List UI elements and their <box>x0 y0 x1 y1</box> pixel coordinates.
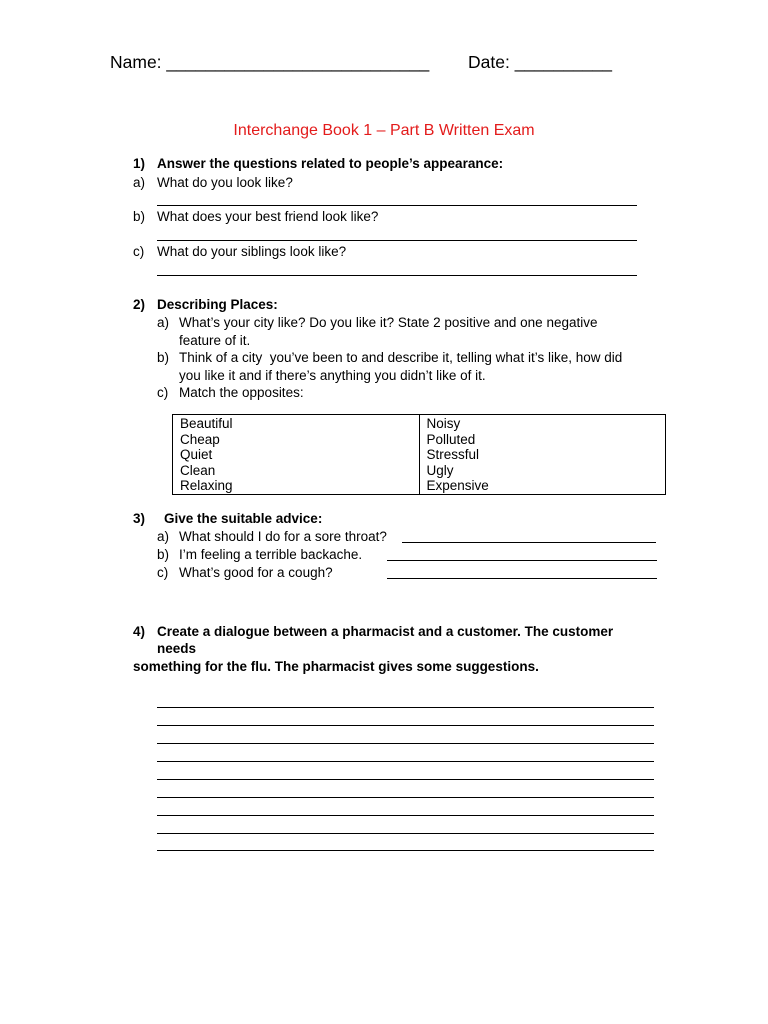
match-left-word: Cheap <box>180 431 220 447</box>
match-right-word: Expensive <box>426 478 489 493</box>
match-left-word: Clean <box>180 462 216 478</box>
section-3-item-b-question: I’m feeling a terrible backache. <box>179 547 363 562</box>
section-1-item-c-marker: c) <box>133 244 145 259</box>
dialogue-line[interactable] <box>157 779 654 780</box>
section-2-item-a-question-cont: feature of it. <box>179 333 251 348</box>
match-right-column <box>419 415 666 495</box>
match-right-word: Polluted <box>426 431 476 447</box>
answer-line[interactable] <box>387 578 657 579</box>
answer-line[interactable] <box>157 275 637 276</box>
match-right-word: Noisy <box>426 416 461 431</box>
section-2-item-c-instruction: Match the opposites: <box>179 385 304 400</box>
section-3-number: 3) <box>133 511 146 526</box>
section-3-item-a-marker: a) <box>157 529 170 544</box>
date-field-label: Date: __________ <box>468 52 613 72</box>
answer-line[interactable] <box>387 560 657 561</box>
section-1-item-a-question: What do you look like? <box>157 175 293 190</box>
section-2-item-a-marker: a) <box>157 315 170 330</box>
section-4-prompt-line-3: something for the flu. The pharmacist gives some suggestions. <box>133 659 539 674</box>
answer-line[interactable] <box>402 542 656 543</box>
match-left-word: Quiet <box>180 447 213 462</box>
section-2-number: 2) <box>133 297 146 312</box>
section-4-number: 4) <box>133 624 146 639</box>
name-field-label: Name: ___________________________ <box>110 52 430 72</box>
section-3-item-a-question: What should I do for a sore throat? <box>179 529 387 544</box>
match-right-word: Ugly <box>426 462 454 478</box>
match-left-word: Relaxing <box>180 478 233 493</box>
answer-line[interactable] <box>157 205 637 206</box>
section-1-item-b-question: What does your best friend look like? <box>157 209 379 224</box>
section-2-item-c-marker: c) <box>157 385 169 400</box>
exam-title: Interchange Book 1 – Part B Written Exam <box>233 122 535 139</box>
section-1-heading: Answer the questions related to people’s appearance: <box>157 156 504 171</box>
section-3-item-c-question: What’s good for a cough? <box>179 565 333 580</box>
section-1-item-c-question: What do your siblings look like? <box>157 244 347 259</box>
section-2-item-a-question: What’s your city like? Do you like it? State 2 positive and one negative <box>179 315 598 330</box>
section-3-heading: Give the suitable advice: <box>164 511 323 526</box>
section-2-item-b-question-cont: you like it and if there’s anything you didn’t like of it. <box>179 368 486 383</box>
section-2-item-b-question: Think of a city you’ve been to and describe it, telling what it’s like, how did <box>179 350 623 365</box>
match-opposites-table <box>172 414 666 495</box>
dialogue-line[interactable] <box>157 833 654 834</box>
section-4-prompt-line-2: needs <box>157 641 197 656</box>
match-right-word: Stressful <box>426 447 480 462</box>
section-4-prompt-line-1: Create a dialogue between a pharmacist and a customer. The customer <box>157 624 614 639</box>
section-3-item-c-marker: c) <box>157 565 169 580</box>
section-3-item-b-marker: b) <box>157 547 170 562</box>
section-2-item-b-marker: b) <box>157 350 170 365</box>
answer-line[interactable] <box>157 240 637 241</box>
section-1-item-a-marker: a) <box>133 175 146 190</box>
match-left-column <box>173 415 420 495</box>
dialogue-line[interactable] <box>157 725 654 726</box>
dialogue-line[interactable] <box>157 815 654 816</box>
dialogue-line[interactable] <box>157 707 654 708</box>
section-1-item-b-marker: b) <box>133 209 146 224</box>
dialogue-line[interactable] <box>157 797 654 798</box>
dialogue-line[interactable] <box>157 850 654 851</box>
match-left-word: Beautiful <box>180 416 233 431</box>
section-2-heading: Describing Places: <box>157 297 278 312</box>
dialogue-line[interactable] <box>157 743 654 744</box>
dialogue-line[interactable] <box>157 761 654 762</box>
section-1-number: 1) <box>133 156 146 171</box>
